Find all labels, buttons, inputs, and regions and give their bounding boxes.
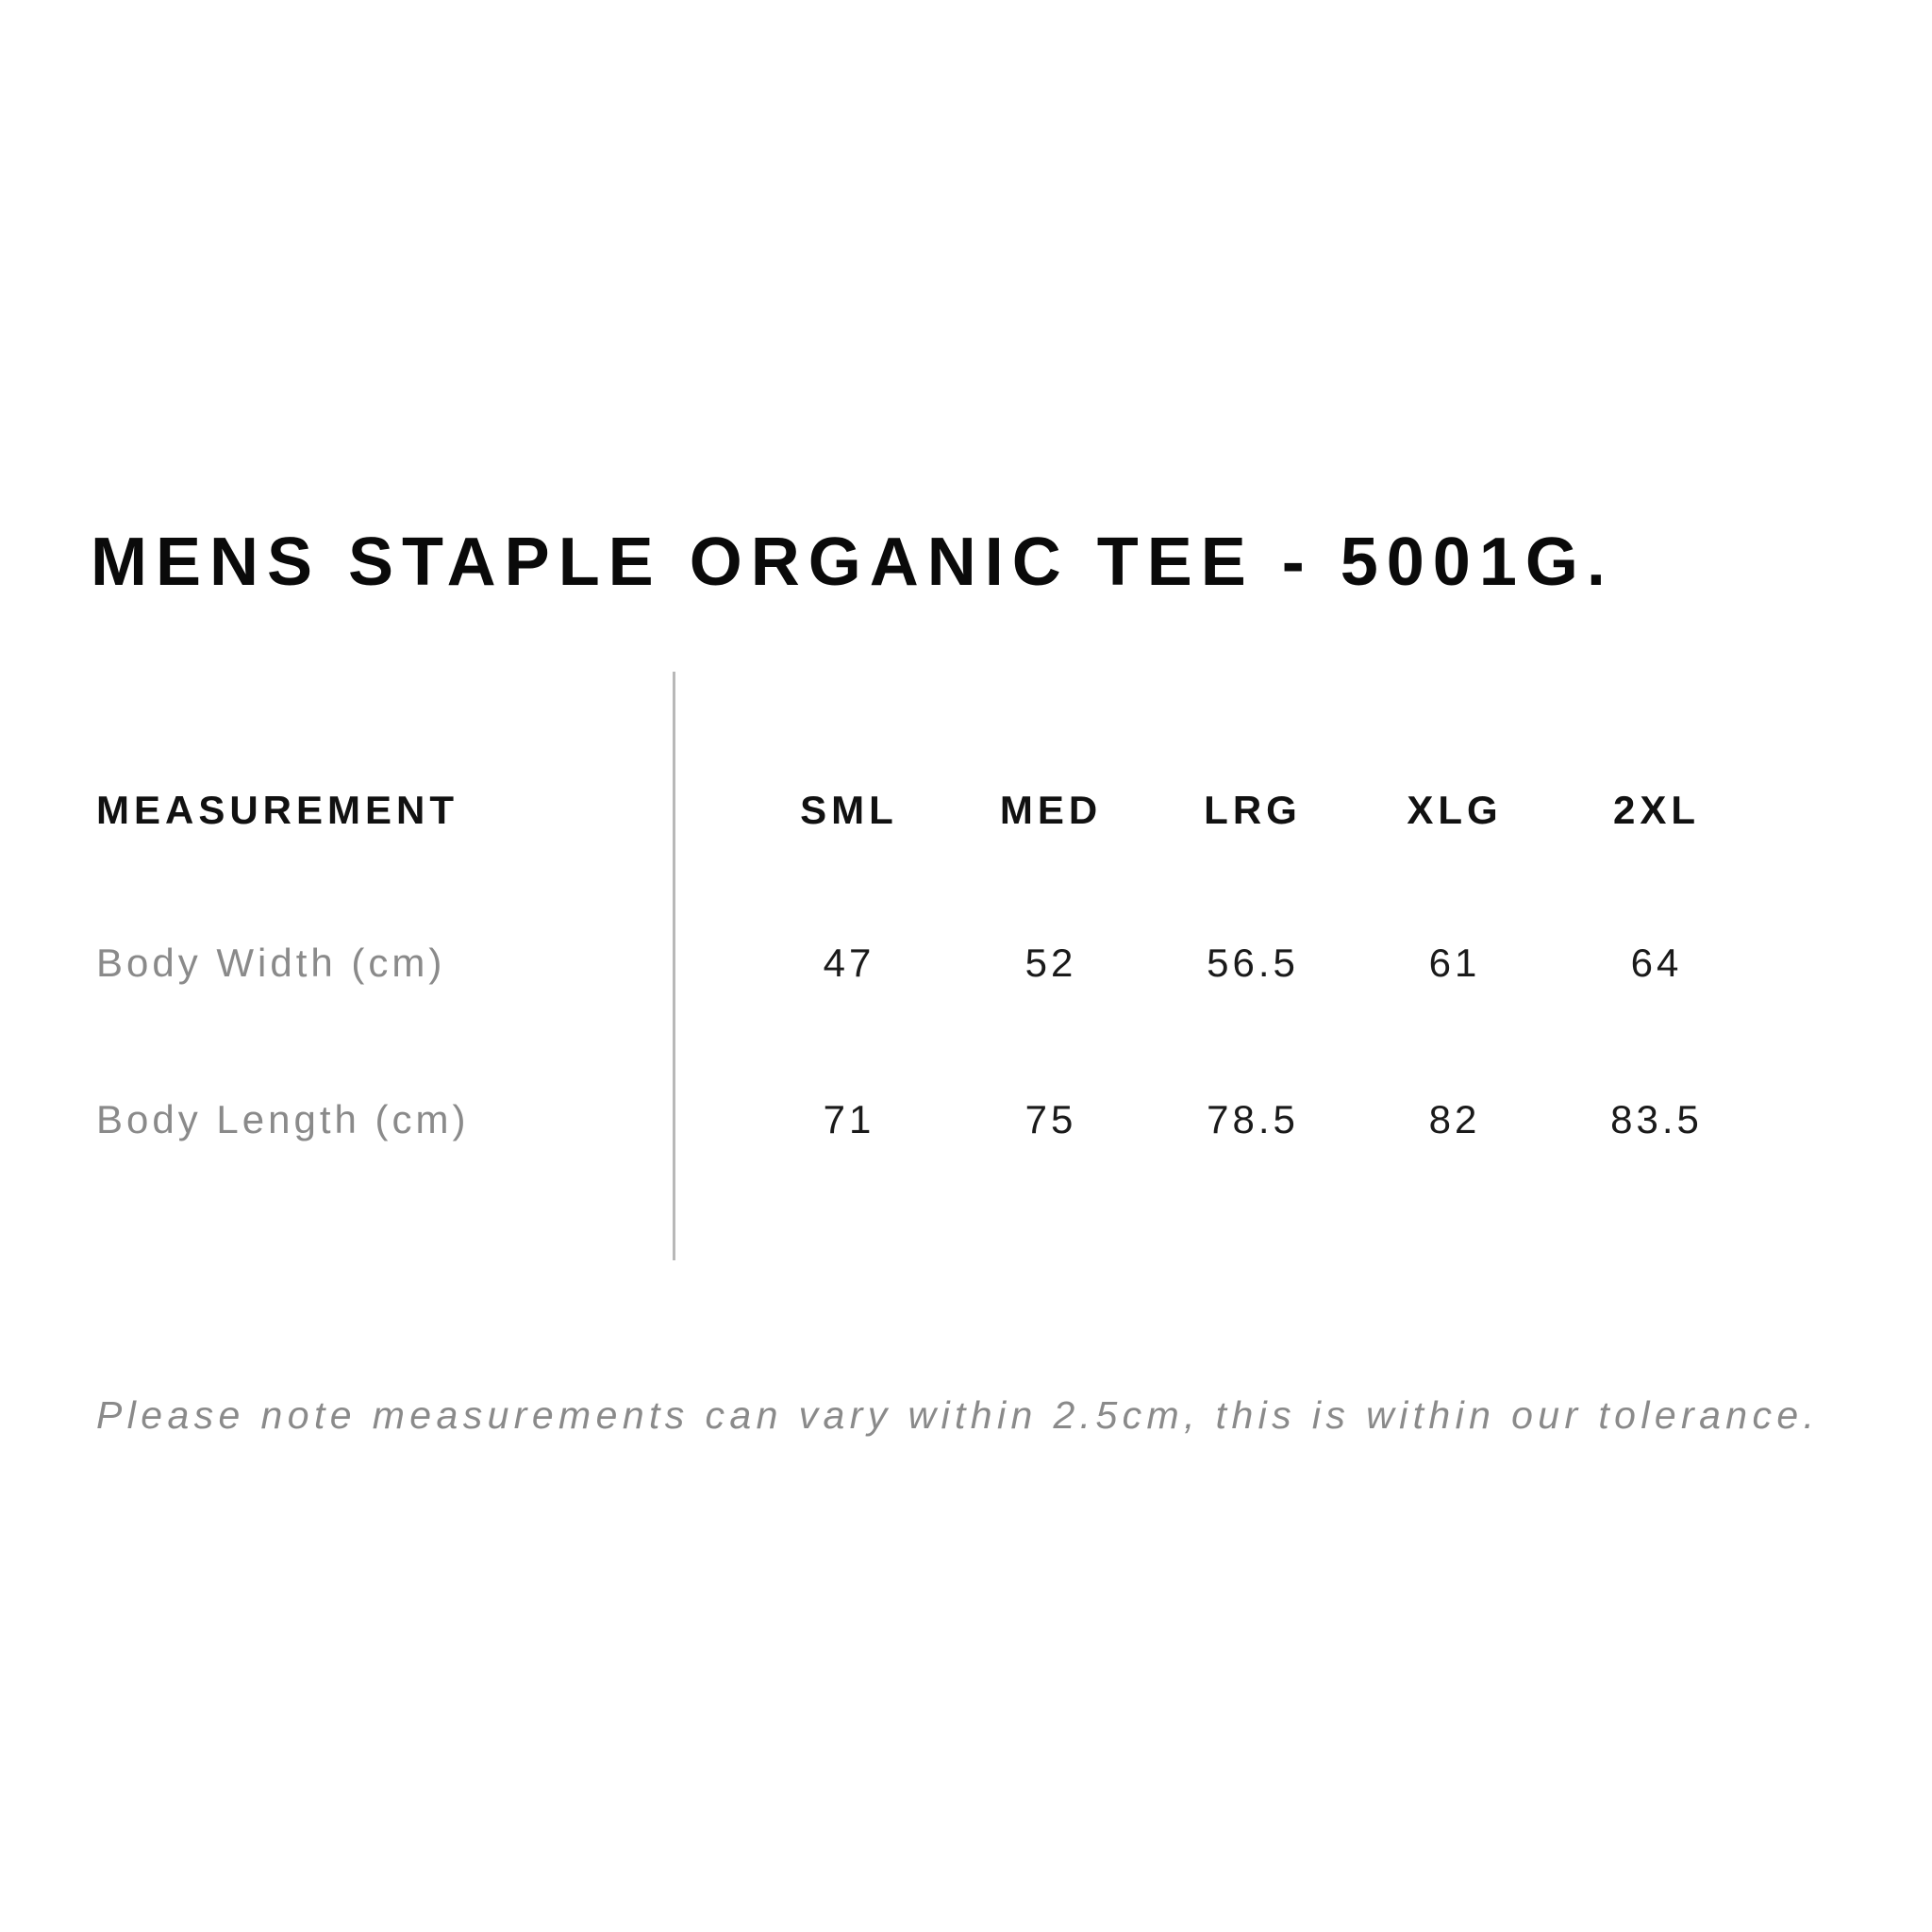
table-cell: 78.5 bbox=[1207, 1097, 1299, 1141]
table-cell: 56.5 bbox=[1207, 941, 1299, 985]
size-header-lrg: LRG bbox=[1204, 788, 1302, 832]
row-label-body-width: Body Width (cm) bbox=[96, 941, 446, 985]
table-cell: 83.5 bbox=[1610, 1097, 1703, 1141]
measurement-header: MEASUREMENT bbox=[96, 788, 459, 832]
table-cell: 47 bbox=[823, 941, 875, 985]
table-cell: 52 bbox=[1024, 941, 1077, 985]
table-cell: 82 bbox=[1428, 1097, 1481, 1141]
table-cell: 61 bbox=[1428, 941, 1481, 985]
tolerance-note: Please note measurements can vary within 2.5cm, this is within our tolerance. bbox=[96, 1393, 1820, 1437]
page-title: MENS STAPLE ORGANIC TEE - 5001G. bbox=[91, 525, 1614, 600]
size-header-sml: SML bbox=[800, 788, 898, 832]
row-label-body-length: Body Length (cm) bbox=[96, 1097, 470, 1141]
size-header-2xl: 2XL bbox=[1612, 788, 1701, 832]
column-divider bbox=[673, 672, 675, 1260]
table-cell: 71 bbox=[823, 1097, 875, 1141]
size-header-xlg: XLG bbox=[1407, 788, 1503, 832]
table-cell: 75 bbox=[1024, 1097, 1077, 1141]
size-header-med: MED bbox=[999, 788, 1103, 832]
table-cell: 64 bbox=[1630, 941, 1683, 985]
